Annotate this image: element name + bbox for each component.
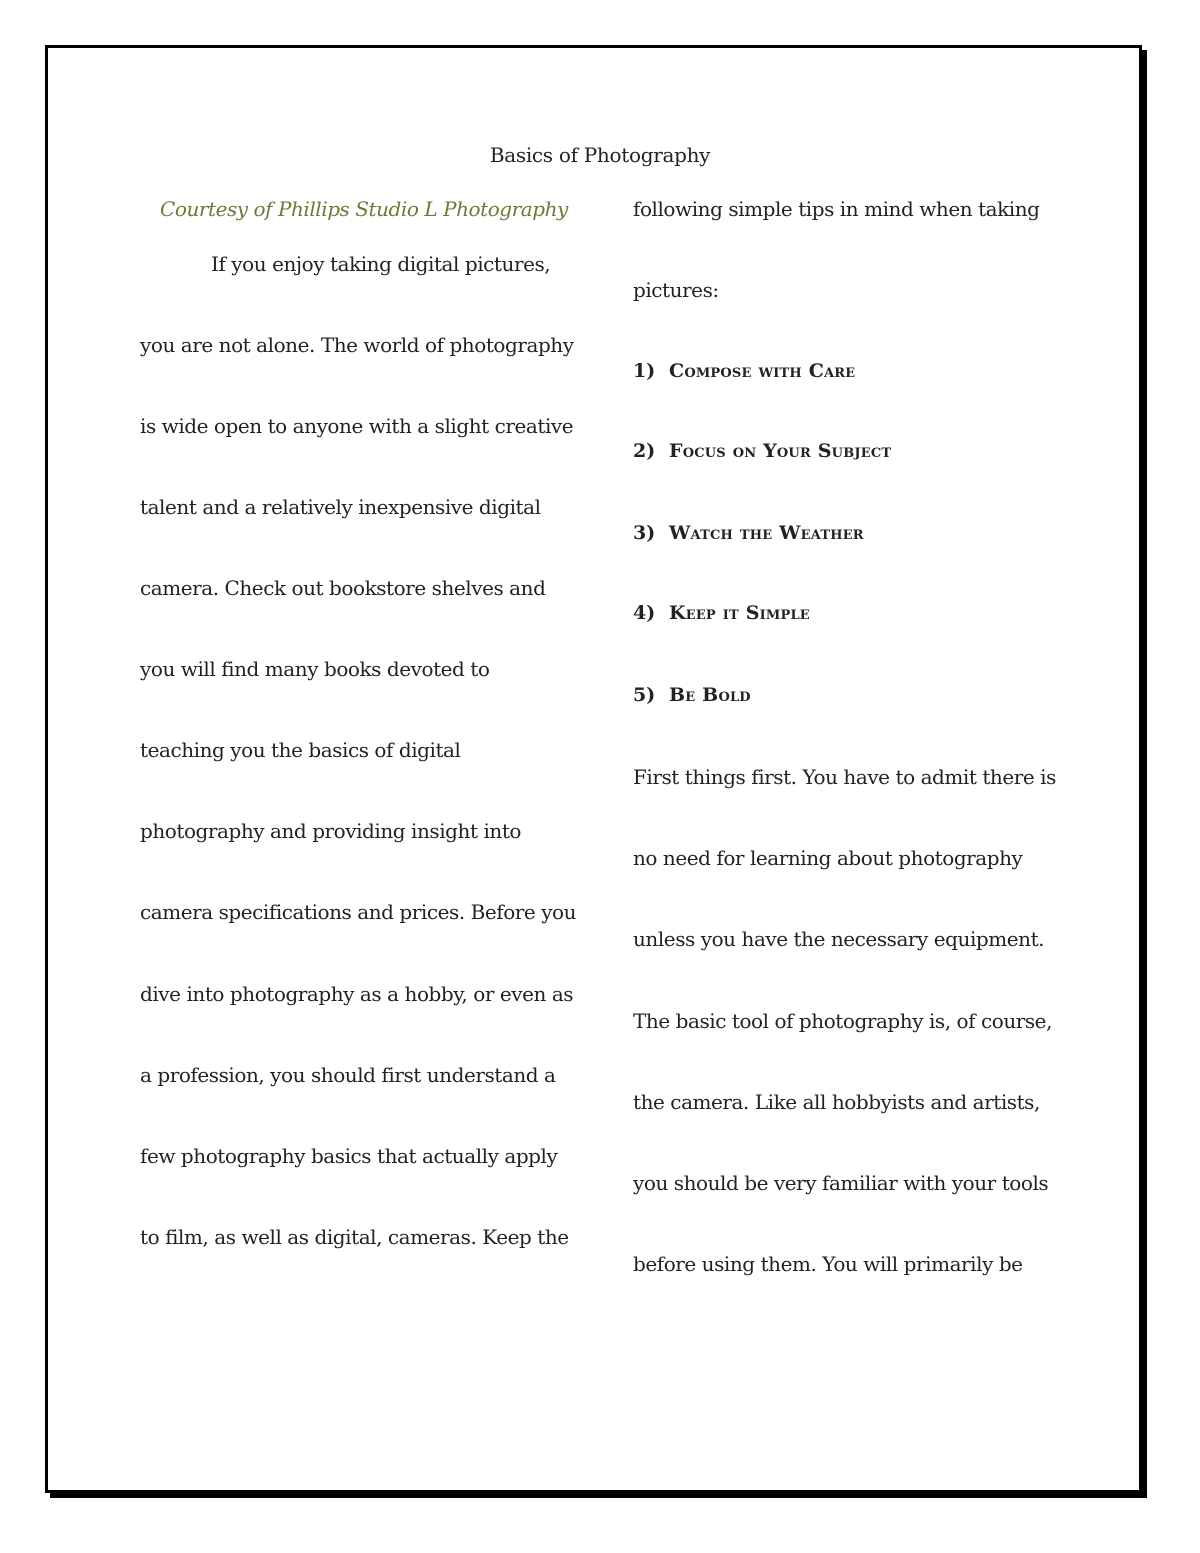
body-line: unless you have the necessary equipment. — [633, 927, 1045, 951]
body-line: few photography basics that actually apply — [140, 1144, 558, 1168]
body-line: before using them. You will primarily be — [633, 1252, 1023, 1276]
body-line: the camera. Like all hobbyists and artists, — [633, 1090, 1040, 1114]
body-line: First things first. You have to admit there is — [633, 765, 1056, 789]
document-title: Basics of Photography — [489, 143, 711, 167]
tip-item — [633, 602, 810, 624]
tip-item — [633, 522, 864, 544]
body-line: pictures: — [633, 278, 719, 302]
body-line: to film, as well as digital, cameras. Keep the — [140, 1225, 569, 1249]
tip-number: 3) — [633, 522, 656, 544]
body-line: following simple tips in mind when taking — [633, 197, 1040, 221]
body-line: no need for learning about photography — [633, 846, 1023, 870]
body-line: is wide open to anyone with a slight creative — [140, 414, 574, 438]
body-line: The basic tool of photography is, of course, — [633, 1009, 1052, 1033]
tip-item — [633, 440, 891, 462]
tip-label: Compose with Care — [669, 360, 856, 382]
tip-item — [633, 684, 751, 706]
body-line: you are not alone. The world of photography — [140, 333, 574, 357]
tip-label: Be Bold — [669, 684, 751, 706]
body-line: camera. Check out bookstore shelves and — [140, 576, 546, 600]
body-line: you should be very familiar with your tools — [633, 1171, 1049, 1195]
body-line: you will find many books devoted to — [140, 657, 490, 681]
body-line: dive into photography as a hobby, or even as — [140, 982, 574, 1006]
tip-number: 2) — [633, 440, 656, 462]
body-line: photography and providing insight into — [140, 819, 522, 843]
tip-label: Focus on Your Subject — [669, 440, 892, 462]
body-line: teaching you the basics of digital — [140, 738, 461, 762]
body-line: If you enjoy taking digital pictures, — [211, 252, 551, 276]
body-line: talent and a relatively inexpensive digital — [140, 495, 541, 519]
tip-number: 5) — [633, 684, 656, 706]
tip-label: Keep it Simple — [669, 602, 810, 624]
tip-item — [633, 360, 855, 382]
tip-number: 4) — [633, 602, 656, 624]
body-line: a profession, you should first understand a — [140, 1063, 556, 1087]
tip-label: Watch the Weather — [669, 522, 864, 544]
body-line: camera specifications and prices. Before you — [140, 900, 577, 924]
courtesy-line: Courtesy of Phillips Studio L Photography — [160, 197, 568, 221]
tip-number: 1) — [633, 360, 656, 382]
